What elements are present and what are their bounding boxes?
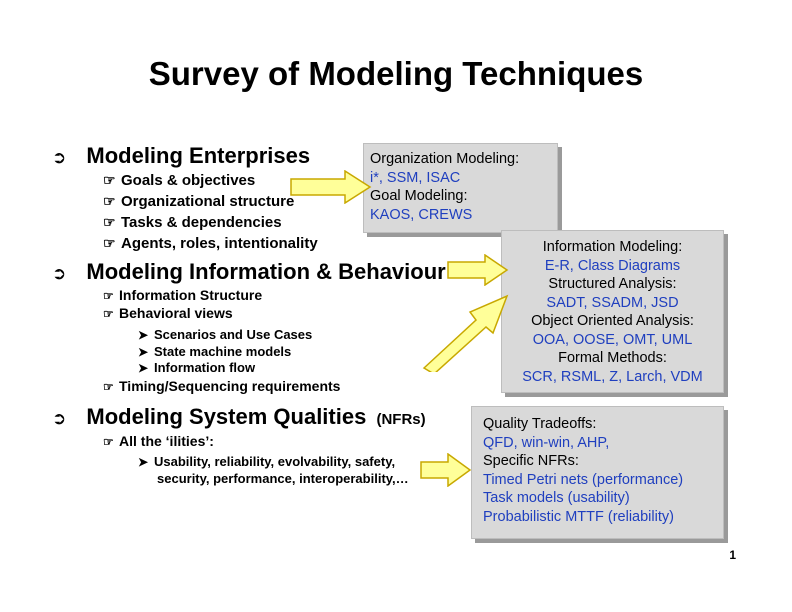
- section-heading: Modeling Enterprises: [86, 143, 311, 168]
- hand-pointer-icon: ☞: [103, 435, 114, 449]
- information-list: [103, 287, 262, 322]
- list-item: ☞ Information Structure: [103, 287, 263, 303]
- list-item: ☞ Tasks & dependencies: [103, 214, 282, 231]
- page-number: 1: [729, 548, 736, 562]
- ilities-subitem: ➤ Usability, reliability, evolvability, safety, security, performance, interoperability,…: [138, 454, 409, 486]
- list-item: ☞ Agents, roles, intentionality: [103, 235, 318, 252]
- arrowhead-bullet-icon: ➤: [138, 328, 149, 342]
- information-modeling-box: Information Modeling: E-R, Class Diagrams Structured Analysis: SADT, SSADM, JSD Object Oriented Analysis: OOA, OOSE, OMT, UML Formal Methods: SCR, RSML, Z, Larch, VDM: [501, 230, 724, 393]
- list-item: ➤ Information flow: [138, 360, 256, 375]
- nfrs-label: (NFRs): [376, 411, 426, 428]
- quality-tradeoffs-box: Quality Tradeoffs: QFD, win-win, AHP, Specific NFRs: Timed Petri nets (performance) Task models (usability) Probabilistic MTTF (reliability): [471, 406, 724, 539]
- hand-pointer-icon: ☞: [103, 380, 114, 394]
- arrowhead-bullet-icon: ➤: [138, 455, 149, 469]
- timing-item: ☞ Timing/Sequencing requirements: [103, 378, 341, 394]
- section-qualities: [52, 404, 426, 433]
- list-item: ➤ Scenarios and Use Cases: [138, 327, 313, 342]
- curved-arrow-bullet-icon: ➲: [52, 148, 67, 167]
- curved-arrow-bullet-icon: ➲: [52, 264, 67, 283]
- slide-title: Survey of Modeling Techniques: [148, 55, 644, 92]
- arrowhead-bullet-icon: ➤: [138, 361, 149, 375]
- section-information: [52, 259, 446, 287]
- hand-pointer-icon: ☞: [103, 306, 114, 321]
- right-arrow-icon: [447, 254, 509, 286]
- section-enterprises: [52, 143, 310, 171]
- section-heading: Modeling System Qualities: [86, 404, 367, 429]
- arrowhead-bullet-icon: ➤: [138, 344, 149, 359]
- ilities-item: ☞ All the ‘ilities’:: [103, 433, 214, 449]
- hand-pointer-icon: ☞: [103, 193, 116, 209]
- list-item: ☞ Behavioral views: [103, 304, 233, 321]
- hand-pointer-icon: ☞: [103, 172, 116, 188]
- enterprise-list: [103, 170, 318, 254]
- hand-pointer-icon: ☞: [103, 214, 116, 230]
- diagonal-arrow-icon: [418, 290, 510, 372]
- list-item: ☞ Organizational structure: [103, 193, 295, 210]
- curved-arrow-bullet-icon: ➲: [52, 409, 67, 428]
- organization-modeling-box: Organization Modeling: i*, SSM, ISAC Goal Modeling: KAOS, CREWS: [363, 143, 558, 233]
- information-sublist: [138, 327, 312, 377]
- section-heading: Modeling Information & Behaviour: [86, 259, 446, 284]
- list-item: ➤ State machine models: [138, 343, 292, 359]
- list-item: ☞ Goals & objectives: [103, 172, 256, 189]
- right-arrow-icon: [290, 170, 372, 204]
- hand-pointer-icon: ☞: [103, 235, 116, 251]
- hand-pointer-icon: ☞: [103, 289, 114, 303]
- right-arrow-icon: [420, 453, 472, 487]
